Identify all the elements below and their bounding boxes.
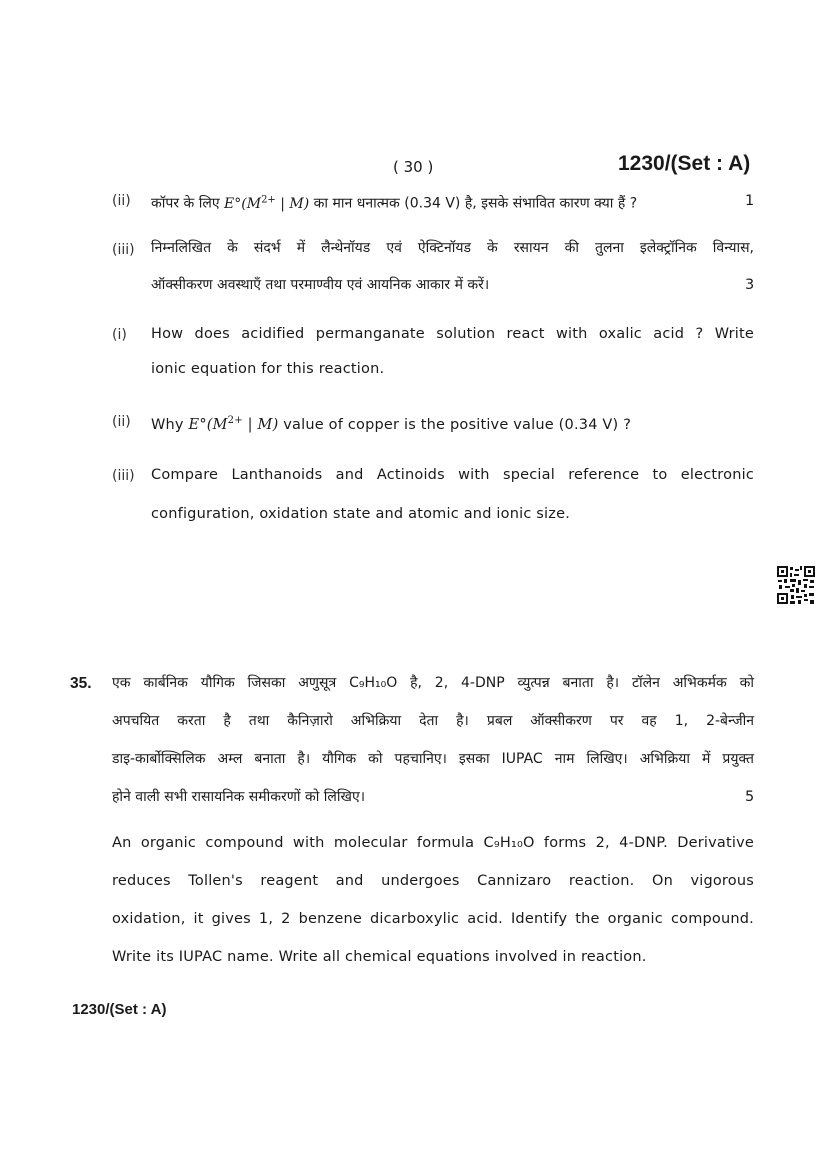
marks: 1 <box>745 193 755 209</box>
superscript: 2+ <box>227 415 243 426</box>
subpart-label: (ii) <box>112 193 131 209</box>
question-text-english-i-line1: How does acidified permanganate solution react with oxalic acid ? Write <box>151 326 754 342</box>
superscript: 2+ <box>261 194 276 205</box>
paper-code-header: 1230/(Set : A) <box>618 152 751 175</box>
q35-hindi-line3: डाइ-कार्बोक्सिलिक अम्ल बनाता है। यौगिक को पहचानिए। इसका IUPAC नाम लिखिए। अभिक्रिया में प्रयुक्त <box>112 751 754 767</box>
math-part: | M) <box>275 195 310 212</box>
q35-english-line1: An organic compound with molecular formula C₉H₁₀O forms 2, 4-DNP. Derivative <box>112 835 754 851</box>
q35-english-line4: Write its IUPAC name. Write all chemical equations involved in reaction. <box>112 949 647 965</box>
q35-hindi-line2: अपचयित करता है तथा कैनिज़ारो अभिक्रिया देता है। प्रबल ऑक्सीकरण पर वह 1, 2-बेन्जीन <box>112 713 754 729</box>
q35-english-line2: reduces Tollen's reagent and undergoes Cannizaro reaction. On vigorous <box>112 873 754 889</box>
paper-code-footer: 1230/(Set : A) <box>72 1001 167 1018</box>
text-segment: का मान धनात्मक (0.34 V) है, इसके संभावित कारण क्या हैं ? <box>309 195 638 212</box>
question-text-hindi-iii-line1: निम्नलिखित के संदर्भ में लैन्थेनॉयड एवं ऐक्टिनॉयड के रसायन की तुलना इलेक्ट्रॉनिक विन्यास, <box>151 240 754 256</box>
question-text-english-iii-line2: configuration, oxidation state and atomic and ionic size. <box>151 506 571 522</box>
math-expression <box>189 417 279 433</box>
math-part: E°(M <box>188 416 228 433</box>
q35-hindi-line4: होने वाली सभी रासायनिक समीकरणों को लिखिए। <box>112 789 366 805</box>
text-segment: Why <box>151 416 189 433</box>
math-expression <box>224 196 309 212</box>
qr-code-icon <box>776 565 816 605</box>
question-text-hindi-ii <box>151 190 637 214</box>
text-segment: कॉपर के लिए <box>151 195 225 212</box>
question-number: 35. <box>70 675 92 692</box>
q35-english-line3: oxidation, it gives 1, 2 benzene dicarboxylic acid. Identify the organic compound. <box>112 911 754 927</box>
marks: 3 <box>745 277 755 293</box>
question-text-english-ii <box>151 411 631 435</box>
math-part: | M) <box>242 416 279 433</box>
marks: 5 <box>745 789 755 805</box>
text-segment: value of copper is the positive value (0.34 V) ? <box>278 416 632 433</box>
question-text-english-iii-line1: Compare Lanthanoids and Actinoids with special reference to electronic <box>151 467 754 483</box>
subpart-label: (ii) <box>112 414 131 430</box>
subpart-label: (iii) <box>112 468 135 484</box>
question-text-hindi-iii-line2: ऑक्सीकरण अवस्थाएँ तथा परमाण्वीय एवं आयनिक आकार में करें। <box>151 277 490 293</box>
page-number: ( 30 ) <box>393 158 434 176</box>
question-text-english-i-line2: ionic equation for this reaction. <box>151 361 385 377</box>
subpart-label: (i) <box>112 327 127 343</box>
subpart-label: (iii) <box>112 242 135 258</box>
q35-hindi-line1: एक कार्बनिक यौगिक जिसका अणुसूत्र C₉H₁₀O है, 2, 4-DNP व्युत्पन्न बनाता है। टॉलेन अभिकर्मक को <box>112 675 754 691</box>
math-part: E°(M <box>224 195 262 212</box>
